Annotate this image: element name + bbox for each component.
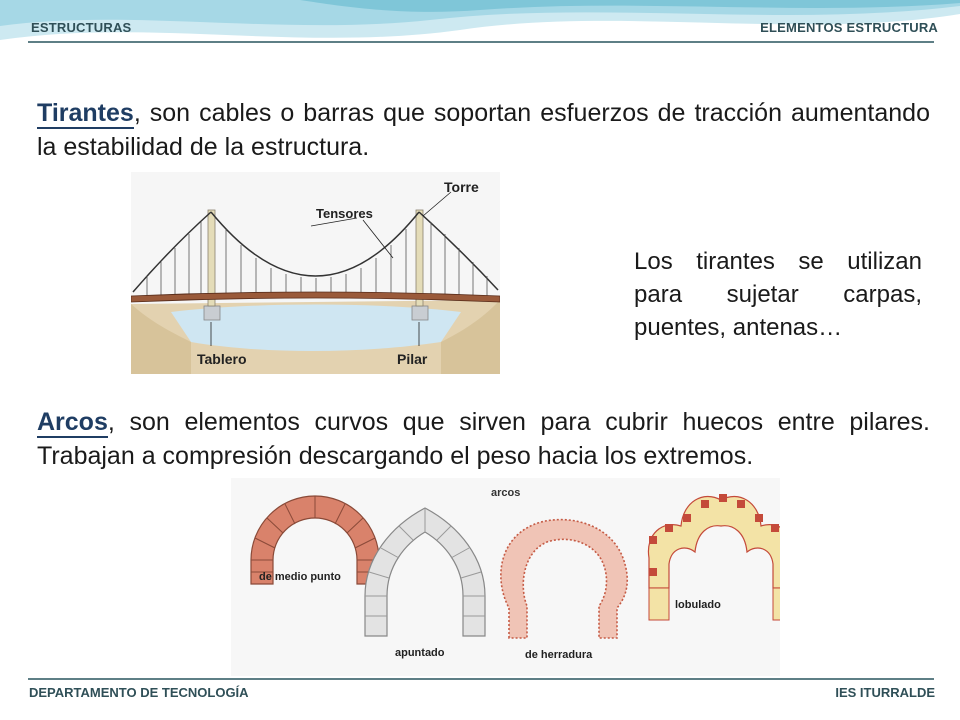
header-right-title: ELEMENTOS ESTRUCTURA (760, 20, 938, 35)
header-left-title: ESTRUCTURAS (31, 20, 132, 35)
label-de-herradura: de herradura (525, 649, 593, 661)
label-torre: Torre (444, 179, 479, 195)
suspension-bridge-diagram (131, 172, 500, 374)
top-divider (28, 41, 934, 43)
tirantes-definition: , son cables o barras que soportan esfuerzos de tracción aumentando la estabilidad de la estructura. (37, 99, 930, 161)
tirantes-uses-text: Los tirantes se utilizan para sujetar carpas, puentes, antenas… (634, 248, 922, 341)
arcos-term: Arcos (37, 408, 108, 436)
label-pilar: Pilar (397, 351, 428, 367)
label-tablero: Tablero (197, 351, 247, 367)
footer-department: DEPARTAMENTO DE TECNOLOGÍA (29, 685, 249, 700)
tirantes-paragraph (37, 96, 930, 164)
label-tensores: Tensores (316, 206, 373, 221)
tirantes-term: Tirantes (37, 99, 134, 127)
footer-school: IES ITURRALDE (835, 685, 935, 700)
arcos-definition: , son elementos curvos que sirven para cubrir huecos entre pilares. Trabajan a compresión descargando el peso hacia los extremos. (37, 408, 930, 470)
label-apuntado: apuntado (395, 647, 445, 659)
arcos-paragraph (37, 405, 930, 473)
label-arcos-title: arcos (491, 487, 521, 499)
label-de-medio-punto: de medio punto (259, 571, 341, 583)
label-lobulado: lobulado (675, 599, 721, 611)
bottom-divider (28, 678, 934, 680)
arch-types-diagram (231, 478, 780, 676)
